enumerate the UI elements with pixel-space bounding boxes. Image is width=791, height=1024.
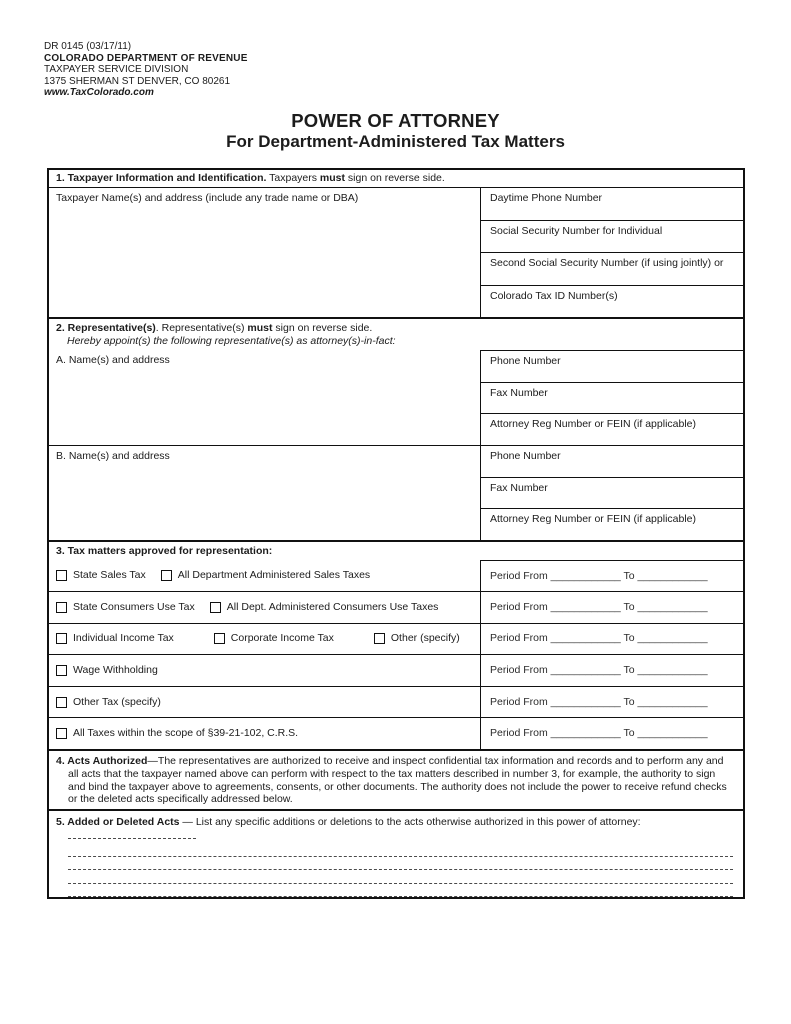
daytime-phone-label: Daytime Phone Number	[490, 192, 603, 204]
division-name: TAXPAYER SERVICE DIVISION	[44, 64, 189, 75]
section1-right-column	[480, 188, 743, 317]
rep-a-right-column	[480, 350, 743, 445]
section4	[49, 749, 743, 809]
section1-body	[49, 188, 743, 317]
added-deleted-acts-line-4[interactable]	[68, 884, 733, 898]
taxpayer-name-address-cell[interactable]	[49, 188, 480, 317]
colorado-tax-id-cell[interactable]	[481, 286, 743, 318]
taxpayer-name-address-label: Taxpayer Name(s) and address (include any trade name or DBA)	[56, 192, 359, 204]
colorado-tax-id-label: Colorado Tax ID Number(s)	[490, 289, 618, 302]
rep-a-fax-cell[interactable]	[481, 383, 743, 415]
added-deleted-acts-line-3[interactable]	[68, 870, 733, 884]
checkbox-other-specify[interactable]: Other (specify)	[374, 632, 460, 645]
agency-header	[44, 41, 248, 99]
ssn-individual-label: Social Security Number for Individual	[490, 224, 663, 237]
department-name: COLORADO DEPARTMENT OF REVENUE	[44, 52, 248, 64]
rep-b-name-address-label: B. Name(s) and address	[56, 449, 170, 462]
period-label: Period From ____________ To ____________	[490, 727, 708, 740]
added-deleted-acts-text: 5. Added or Deleted Acts — List any specific additions or deletions to the acts otherwise authorized in this power of attorney:	[56, 816, 734, 843]
checkbox-icon[interactable]	[56, 602, 67, 613]
period-cell-consumers-use[interactable]	[480, 592, 743, 623]
rep-a-attorney-reg-label: Attorney Reg Number or FEIN (if applicable)	[490, 418, 696, 431]
checkbox-individual-income-tax[interactable]: Individual Income Tax	[56, 632, 174, 645]
added-deleted-acts-line-2[interactable]	[68, 857, 733, 871]
checkbox-icon[interactable]	[56, 633, 67, 644]
rep-b-phone-cell[interactable]	[481, 446, 743, 478]
period-label: Period From ____________ To ____________	[490, 632, 708, 645]
period-cell-sales[interactable]	[480, 560, 743, 591]
rep-b-right-column	[480, 446, 743, 541]
period-cell-income[interactable]	[480, 624, 743, 655]
rep-a-phone-label: Phone Number	[490, 355, 561, 367]
rep-b-attorney-reg-cell[interactable]	[481, 509, 743, 540]
added-deleted-acts-line-1[interactable]	[68, 843, 733, 857]
tax-matter-row-other-tax	[49, 686, 743, 718]
checkbox-state-consumers-use-tax[interactable]: State Consumers Use Tax	[56, 601, 195, 614]
acts-authorized-text: 4. Acts Authorized—The representatives are authorized to receive and inspect confidential tax information and records and to perform any and all acts that the taxpayer named above can perform with respect to the tax matters described in number 3, for example, the authority to sign and bind the taxpayer above to agreements, consents, or other documents. The authority does not include the power to receive refund checks or the deleted acts specifically addressed below.	[56, 755, 727, 806]
representative-a-row	[49, 350, 743, 445]
checkbox-icon[interactable]	[161, 570, 172, 581]
agency-address: 1375 SHERMAN ST DENVER, CO 80261	[44, 75, 231, 87]
checkbox-all-dept-consumers-use-taxes[interactable]: All Dept. Administered Consumers Use Taxes	[210, 601, 439, 614]
section5-heading-bold: 5. Added or Deleted Acts	[56, 816, 180, 829]
section3-heading: 3. Tax matters approved for representation:	[56, 545, 273, 558]
rep-a-fax-label: Fax Number	[490, 386, 548, 399]
second-ssn-label: Second Social Security Number (if using jointly) or	[490, 257, 724, 269]
rep-b-fax-cell[interactable]	[481, 478, 743, 510]
checkbox-icon[interactable]	[374, 633, 385, 644]
section1-heading: 1. Taxpayer Information and Identification. Taxpayers must sign on reverse side.	[49, 170, 743, 188]
section2-subheading: Hereby appoint(s) the following representative(s) as attorney(s)-in-fact:	[67, 335, 396, 347]
rep-a-name-address-cell[interactable]	[49, 350, 480, 445]
agency-website: www.TaxColorado.com	[44, 87, 154, 98]
checkbox-state-sales-tax[interactable]: State Sales Tax	[56, 569, 146, 582]
checkbox-icon[interactable]	[56, 697, 67, 708]
period-cell-wage-withholding[interactable]	[480, 655, 743, 686]
checkbox-icon[interactable]	[210, 602, 221, 613]
tax-matter-options	[49, 592, 480, 623]
period-label: Period From ____________ To ____________	[490, 600, 708, 613]
checkbox-corporate-income-tax[interactable]: Corporate Income Tax	[214, 632, 334, 645]
tax-matter-row-sales	[49, 560, 743, 591]
checkbox-all-dept-sales-taxes[interactable]: All Department Administered Sales Taxes	[161, 569, 370, 582]
period-cell-all-taxes[interactable]	[480, 718, 743, 749]
section1	[49, 170, 743, 317]
section4-heading-bold: 4. Acts Authorized	[56, 755, 148, 768]
rep-b-attorney-reg-label: Attorney Reg Number or FEIN (if applicable)	[490, 513, 696, 526]
form-number: DR 0145 (03/17/11)	[44, 41, 132, 52]
tax-matter-options	[49, 718, 480, 749]
period-cell-other-tax[interactable]	[480, 687, 743, 718]
form-title	[0, 110, 791, 153]
tax-matter-row-consumers-use	[49, 591, 743, 623]
checkbox-wage-withholding[interactable]: Wage Withholding	[56, 664, 158, 677]
ssn-individual-cell[interactable]	[481, 221, 743, 254]
poa-form-table	[47, 168, 745, 899]
rep-b-name-address-cell[interactable]	[49, 446, 480, 541]
tax-matter-row-income	[49, 623, 743, 655]
checkbox-icon[interactable]	[56, 728, 67, 739]
tax-matter-row-all-taxes	[49, 717, 743, 749]
section5	[49, 809, 743, 897]
section2	[49, 317, 743, 540]
checkbox-icon[interactable]	[214, 633, 225, 644]
rep-a-name-address-label: A. Name(s) and address	[56, 354, 170, 366]
section3	[49, 540, 743, 749]
tax-matter-options	[49, 624, 480, 655]
period-label: Period From ____________ To ____________	[490, 664, 708, 676]
tax-matter-row-wage-withholding	[49, 654, 743, 686]
added-deleted-acts-inline-blank[interactable]	[68, 829, 196, 839]
tax-matter-options	[49, 560, 480, 591]
tax-matter-options	[49, 655, 480, 686]
form-title-line2: For Department-Administered Tax Matters	[226, 132, 565, 151]
tax-matter-options	[49, 687, 480, 718]
second-ssn-cell[interactable]	[481, 253, 743, 286]
rep-a-attorney-reg-cell[interactable]	[481, 414, 743, 445]
section2-heading-bold: 2. Representative(s)	[56, 322, 156, 334]
checkbox-all-taxes-39-21-102[interactable]: All Taxes within the scope of §39-21-102, C.R.S.	[56, 727, 298, 740]
rep-a-phone-cell[interactable]	[481, 351, 743, 383]
daytime-phone-cell[interactable]	[481, 188, 743, 221]
checkbox-icon[interactable]	[56, 665, 67, 676]
checkbox-other-tax-specify[interactable]: Other Tax (specify)	[56, 696, 161, 709]
period-label: Period From ____________ To ____________	[490, 569, 708, 582]
period-label: Period From ____________ To ____________	[490, 695, 708, 708]
representative-b-row	[49, 445, 743, 541]
checkbox-icon[interactable]	[56, 570, 67, 581]
form-title-line1: POWER OF ATTORNEY	[291, 110, 500, 131]
section1-heading-bold: 1. Taxpayer Information and Identification.	[56, 172, 267, 184]
rep-b-phone-label: Phone Number	[490, 449, 561, 462]
section2-heading: 2. Representative(s). Representative(s) must sign on reverse side. Hereby appoint(s) the following representative(s) as attorney(s)-in-fact:	[49, 319, 743, 350]
rep-b-fax-label: Fax Number	[490, 481, 548, 494]
